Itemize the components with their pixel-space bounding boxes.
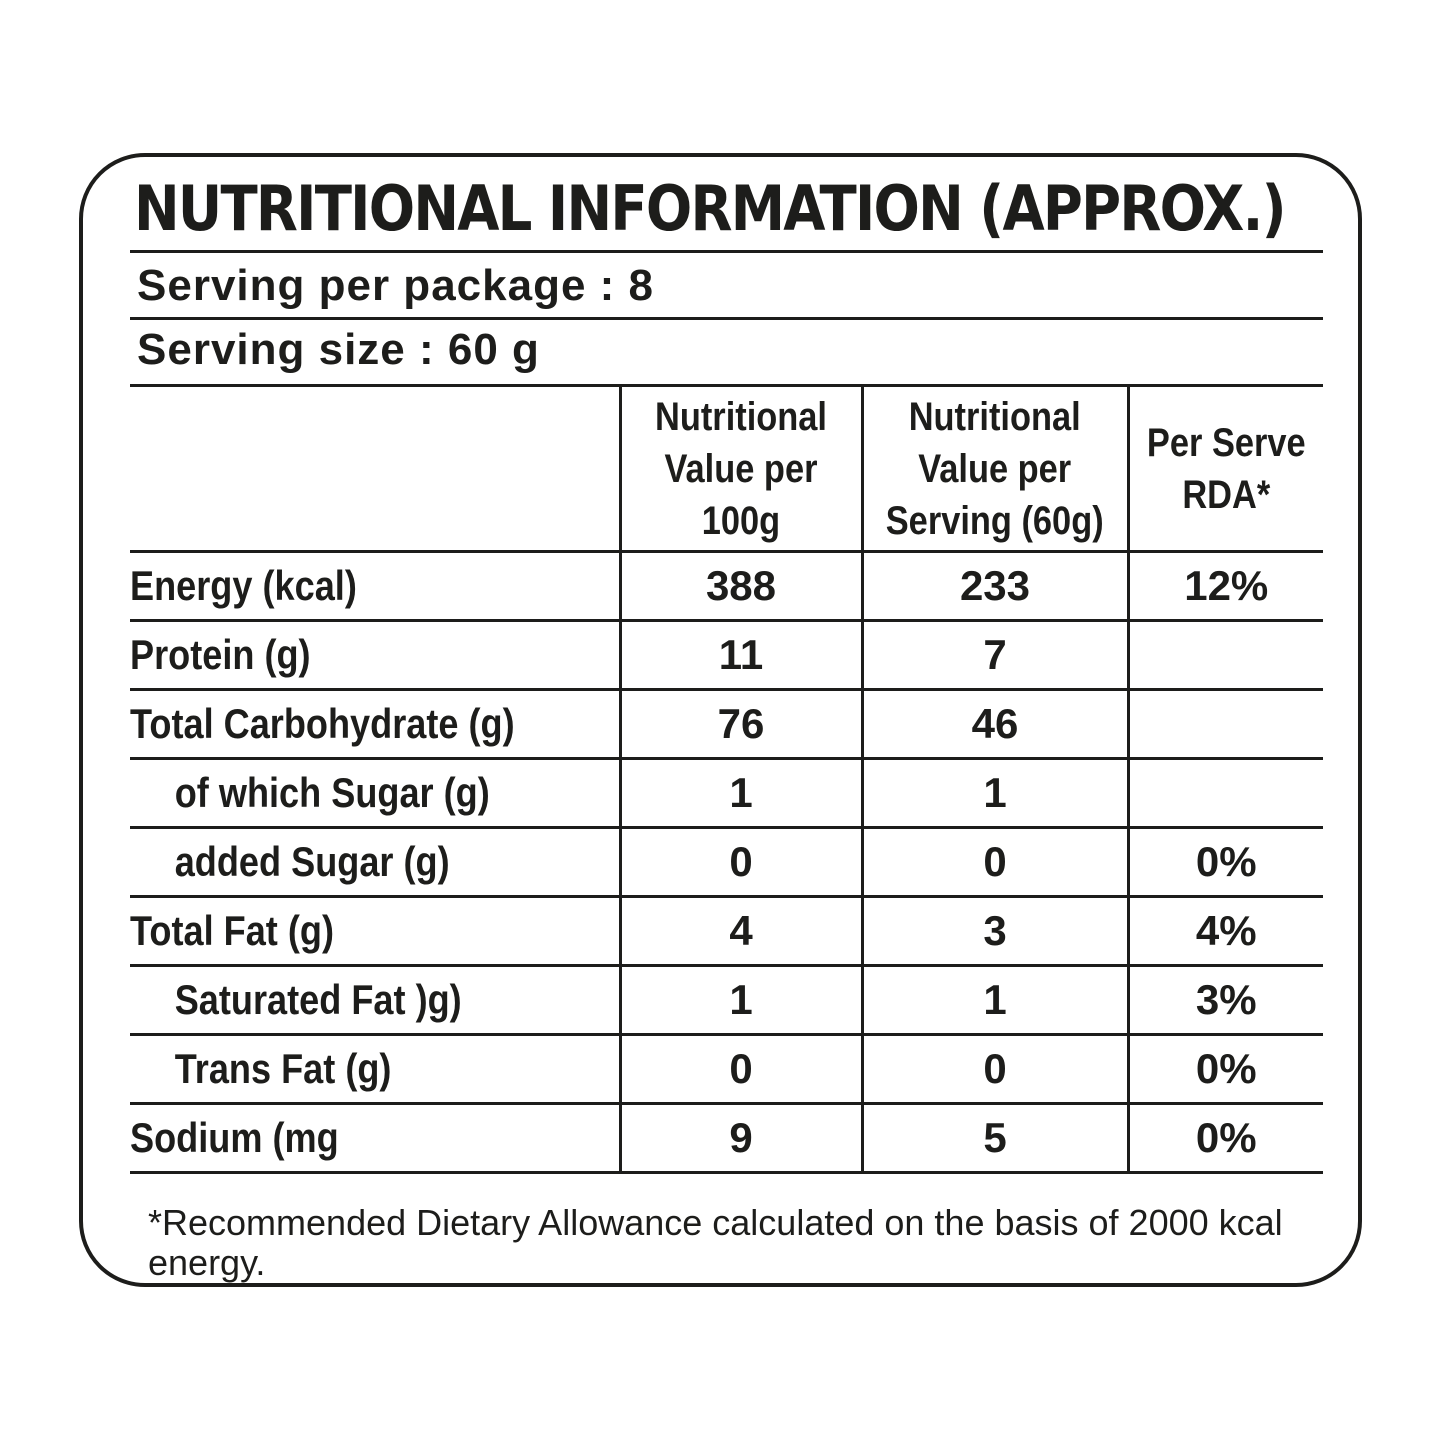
value-per-100g: 388 [620, 552, 862, 621]
value-per-serving: 1 [862, 759, 1128, 828]
value-per-100g: 4 [620, 897, 862, 966]
value-per-100g: 0 [620, 828, 862, 897]
value-per-100g: 76 [620, 690, 862, 759]
table-row [130, 1104, 1323, 1173]
value-per-serving: 46 [862, 690, 1128, 759]
value-per-100g: 1 [620, 759, 862, 828]
table-row [130, 966, 1323, 1035]
header-per-100g: Nutritional Value per 100g [620, 386, 862, 552]
table-row [130, 1035, 1323, 1104]
value-per-100g: 9 [620, 1104, 862, 1173]
nutrient-label: of which Sugar (g) [130, 759, 620, 828]
value-per-serving: 233 [862, 552, 1128, 621]
value-rda [1128, 759, 1323, 828]
value-per-serving: 3 [862, 897, 1128, 966]
nutrient-label: Trans Fat (g) [130, 1035, 620, 1104]
value-per-serving: 0 [862, 1035, 1128, 1104]
value-rda: 12% [1128, 552, 1323, 621]
table-row [130, 690, 1323, 759]
table-row [130, 552, 1323, 621]
serving-per-package: Serving per package : 8 [137, 261, 654, 310]
nutrient-label: Energy (kcal) [130, 552, 620, 621]
nutrient-label: Total Carbohydrate (g) [130, 690, 620, 759]
value-per-100g: 0 [620, 1035, 862, 1104]
serving-size: Serving size : 60 g [137, 325, 540, 374]
value-rda [1128, 690, 1323, 759]
nutrient-label: added Sugar (g) [130, 828, 620, 897]
value-per-serving: 1 [862, 966, 1128, 1035]
table-row [130, 897, 1323, 966]
footnote: *Recommended Dietary Allowance calculated on the basis of 2000 kcal energy. [148, 1202, 1283, 1283]
panel-title: NUTRITIONAL INFORMATION (APPROX.) [134, 172, 1285, 245]
value-rda: 3% [1128, 966, 1323, 1035]
value-rda: 0% [1128, 828, 1323, 897]
nutrient-label: Total Fat (g) [130, 897, 620, 966]
value-per-serving: 7 [862, 621, 1128, 690]
table-row [130, 828, 1323, 897]
nutrient-label: Sodium (mg [130, 1104, 620, 1173]
table-row [130, 621, 1323, 690]
nutrient-label: Saturated Fat )g) [130, 966, 620, 1035]
header-per-serving: Nutritional Value per Serving (60g) [862, 386, 1128, 552]
nutrition-table [130, 384, 1323, 1174]
nutrient-label: Protein (g) [130, 621, 620, 690]
header-row [130, 386, 1323, 552]
table-row [130, 759, 1323, 828]
title-divider [130, 250, 1323, 253]
value-rda: 0% [1128, 1035, 1323, 1104]
divider [130, 317, 1323, 320]
value-per-100g: 1 [620, 966, 862, 1035]
value-per-100g: 11 [620, 621, 862, 690]
value-rda [1128, 621, 1323, 690]
value-per-serving: 5 [862, 1104, 1128, 1173]
value-rda: 4% [1128, 897, 1323, 966]
header-nutrient [130, 386, 620, 552]
value-per-serving: 0 [862, 828, 1128, 897]
header-rda: Per Serve RDA* [1128, 386, 1323, 552]
value-rda: 0% [1128, 1104, 1323, 1173]
